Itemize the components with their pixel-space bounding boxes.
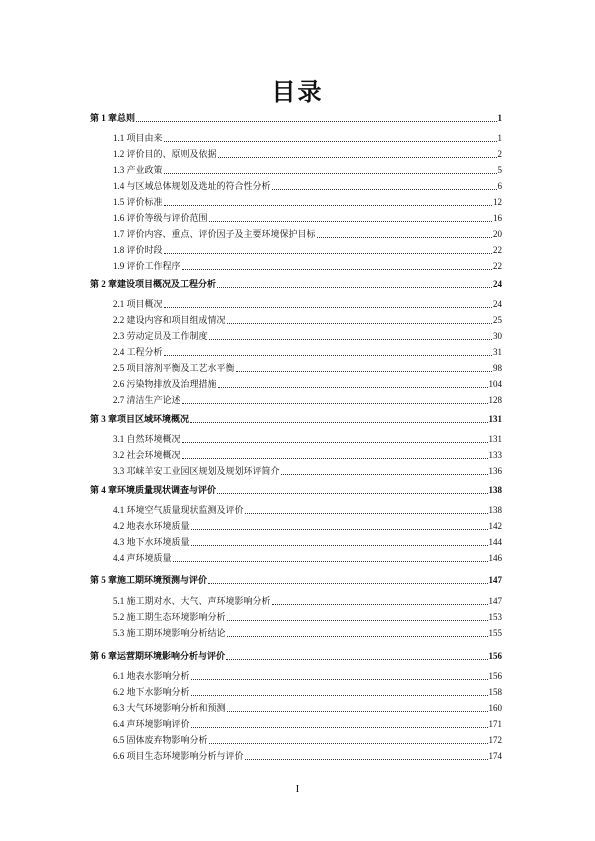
toc-entry-page-number: 128 [488, 395, 502, 405]
toc-entry-label: 第 3 章项目区域环境概况 [90, 414, 190, 424]
toc-entry-page-number: 174 [488, 751, 502, 761]
toc-entry-label: 4.4 声环境质量 [113, 553, 172, 563]
toc-entry-page-number: 20 [493, 229, 502, 239]
toc-entry-label: 6.6 项目生态环境影响分析与评价 [113, 751, 244, 761]
toc-entry-page-number: 31 [493, 347, 502, 357]
toc-entry-page-number: 142 [488, 521, 502, 531]
dot-leader [182, 458, 488, 459]
toc-section-entry[interactable] [113, 687, 502, 698]
toc-entry-label: 1.9 评价工作程序 [113, 261, 181, 271]
toc-entry-label: 2.2 建设内容和项目组成情况 [113, 315, 226, 325]
toc-chapter-entry[interactable] [90, 485, 502, 496]
toc-section-entry[interactable] [113, 537, 502, 548]
dot-leader [272, 189, 497, 190]
toc-entry-label: 6.5 固体废弃物影响分析 [113, 735, 208, 745]
dot-leader [208, 583, 487, 584]
toc-entry-page-number: 133 [488, 450, 502, 460]
dot-leader [226, 659, 487, 660]
toc-section-entry[interactable] [113, 671, 502, 682]
toc-entry-page-number: 158 [488, 687, 502, 697]
toc-section-entry[interactable] [113, 165, 502, 176]
dot-leader [191, 679, 488, 680]
toc-section-entry[interactable] [113, 299, 502, 310]
dot-leader [182, 403, 488, 404]
toc-entry-label: 6.1 地表水影响分析 [113, 671, 190, 681]
toc-section-entry[interactable] [113, 703, 502, 714]
toc-entry-label: 第 2 章建设项目概况及工程分析 [90, 279, 217, 289]
toc-entry-label: 3.2 社会环境概况 [113, 450, 181, 460]
toc-section-entry[interactable] [113, 395, 502, 406]
toc-chapter-entry[interactable] [90, 279, 502, 290]
toc-section-entry[interactable] [113, 553, 502, 564]
toc-entry-page-number: 1 [497, 133, 502, 143]
toc-chapter-entry[interactable] [90, 113, 502, 124]
toc-entry-label: 2.4 工程分析 [113, 347, 163, 357]
toc-entry-label: 2.5 项目溶剂平衡及工艺水平衡 [113, 363, 235, 373]
toc-entry-label: 6.2 地下水影响分析 [113, 687, 190, 697]
toc-entry-page-number: 6 [497, 181, 502, 191]
toc-section-entry[interactable] [113, 213, 502, 224]
toc-section-entry[interactable] [113, 450, 502, 461]
dot-leader [245, 513, 488, 514]
toc-section-entry[interactable] [113, 434, 502, 445]
toc-entry-page-number: 147 [488, 596, 502, 606]
dot-leader [164, 355, 492, 356]
dot-leader [136, 121, 496, 122]
dot-leader [245, 759, 488, 760]
toc-section-entry[interactable] [113, 229, 502, 240]
toc-entry-label: 第 6 章运营期环境影响分析与评价 [90, 651, 226, 661]
toc-entry-label: 5.2 施工期生态环境影响分析 [113, 612, 226, 622]
dot-leader [182, 269, 492, 270]
toc-section-entry[interactable] [113, 735, 502, 746]
toc-entry-label: 2.7 清洁生产论述 [113, 395, 181, 405]
dot-leader [317, 237, 492, 238]
toc-entry-page-number: 2 [497, 149, 502, 159]
toc-entry-label: 1.6 评价等级与评价范围 [113, 213, 208, 223]
dot-leader [217, 287, 492, 288]
toc-entry-label: 2.6 污染物排放及治理措施 [113, 379, 217, 389]
dot-leader [227, 620, 488, 621]
toc-entry-label: 5.1 施工期对水、大气、声环境影响分析 [113, 596, 271, 606]
toc-entry-page-number: 156 [488, 651, 502, 661]
toc-entry-page-number: 160 [488, 703, 502, 713]
toc-entry-page-number: 153 [488, 612, 502, 622]
dot-leader [164, 173, 497, 174]
toc-entry-page-number: 131 [488, 434, 502, 444]
toc-entry-page-number: 24 [493, 279, 502, 289]
dot-leader [164, 141, 497, 142]
toc-section-entry[interactable] [113, 521, 502, 532]
toc-entry-label: 1.4 与区域总体规划及选址的符合性分析 [113, 181, 271, 191]
toc-entry-label: 4.1 环境空气质量现状监测及评价 [113, 505, 244, 515]
dot-leader [217, 493, 487, 494]
toc-entry-page-number: 138 [488, 485, 502, 495]
toc-section-entry[interactable] [113, 181, 502, 192]
dot-leader [227, 711, 488, 712]
toc-section-entry[interactable] [113, 363, 502, 374]
toc-section-entry[interactable] [113, 379, 502, 390]
dot-leader [191, 545, 488, 546]
toc-section-entry[interactable] [113, 347, 502, 358]
toc-section-entry[interactable] [113, 505, 502, 516]
toc-entry-page-number: 146 [488, 553, 502, 563]
dot-leader [209, 339, 492, 340]
toc-entry-page-number: 138 [488, 505, 502, 515]
toc-entry-page-number: 25 [493, 315, 502, 325]
toc-entry-page-number: 30 [493, 331, 502, 341]
toc-entry-page-number: 136 [488, 466, 502, 476]
dot-leader [164, 307, 492, 308]
toc-entry-label: 2.1 项目概况 [113, 299, 163, 309]
toc-entry-page-number: 147 [488, 575, 502, 585]
toc-entry-label: 3.3 邛崃羊安工业园区规划及规划环评简介 [113, 466, 280, 476]
dot-leader [281, 474, 488, 475]
toc-entry-page-number: 1 [497, 113, 502, 123]
toc-entry-page-number: 144 [488, 537, 502, 547]
dot-leader [182, 442, 488, 443]
dot-leader [191, 695, 488, 696]
dot-leader [227, 323, 492, 324]
toc-entry-label: 1.1 项目由来 [113, 133, 163, 143]
toc-entry-label: 2.3 劳动定员及工作制度 [113, 331, 208, 341]
dot-leader [173, 561, 488, 562]
dot-leader [191, 727, 488, 728]
dot-leader [164, 253, 492, 254]
toc-entry-page-number: 172 [488, 735, 502, 745]
toc-entry-label: 1.7 评价内容、重点、评价因子及主要环境保护目标 [113, 229, 316, 239]
toc-entry-label: 第 4 章环境质量现状调查与评价 [90, 485, 217, 495]
toc-entry-label: 1.5 评价标准 [113, 197, 163, 207]
dot-leader [218, 157, 497, 158]
toc-entry-page-number: 156 [488, 671, 502, 681]
dot-leader [227, 636, 488, 637]
toc-entry-label: 5.3 施工期环境影响分析结论 [113, 628, 226, 638]
toc-section-entry[interactable] [113, 466, 502, 477]
toc-entry-label: 第 5 章施工期环境预测与评价 [90, 575, 208, 585]
toc-entry-label: 6.4 声环境影响评价 [113, 719, 190, 729]
toc-entry-page-number: 22 [493, 261, 502, 271]
toc-entry-label: 6.3 大气环境影响分析和预测 [113, 703, 226, 713]
toc-section-entry[interactable] [113, 751, 502, 762]
toc-entry-page-number: 16 [493, 213, 502, 223]
toc-entry-page-number: 98 [493, 363, 502, 373]
toc-section-entry[interactable] [113, 596, 502, 607]
toc-entry-page-number: 12 [493, 197, 502, 207]
toc-chapter-entry[interactable] [90, 414, 502, 425]
toc-section-entry[interactable] [113, 197, 502, 208]
dot-leader [209, 743, 488, 744]
toc-entry-page-number: 155 [488, 628, 502, 638]
toc-section-entry[interactable] [113, 149, 502, 160]
toc-entry-label: 1.8 评价时段 [113, 245, 163, 255]
toc-entry-page-number: 24 [493, 299, 502, 309]
page-title: 目录 [271, 80, 324, 106]
toc-entry-label: 1.2 评价目的、原则及依据 [113, 149, 217, 159]
dot-leader [209, 221, 492, 222]
toc-entry-label: 4.3 地下水环境质量 [113, 537, 190, 547]
dot-leader [218, 387, 488, 388]
dot-leader [190, 422, 487, 423]
dot-leader [236, 371, 492, 372]
toc-section-entry[interactable] [113, 612, 502, 623]
toc-section-entry[interactable] [113, 133, 502, 144]
page-number: I [295, 783, 300, 795]
toc-section-entry[interactable] [113, 315, 502, 326]
dot-leader [272, 604, 488, 605]
toc-entry-page-number: 5 [497, 165, 502, 175]
toc-section-entry[interactable] [113, 245, 502, 256]
toc-section-entry[interactable] [113, 719, 502, 730]
toc-entry-page-number: 104 [488, 379, 502, 389]
toc-entry-label: 4.2 地表水环境质量 [113, 521, 190, 531]
dot-leader [191, 529, 488, 530]
toc-entry-page-number: 131 [488, 414, 502, 424]
toc-entry-label: 第 1 章总则 [90, 113, 136, 123]
toc-section-entry[interactable] [113, 628, 502, 639]
toc-entry-page-number: 171 [488, 719, 502, 729]
toc-section-entry[interactable] [113, 261, 502, 272]
toc-entry-page-number: 22 [493, 245, 502, 255]
toc-chapter-entry[interactable] [90, 651, 502, 662]
toc-chapter-entry[interactable] [90, 575, 502, 586]
dot-leader [164, 205, 492, 206]
toc-section-entry[interactable] [113, 331, 502, 342]
toc-entry-label: 1.3 产业政策 [113, 165, 163, 175]
toc-entry-label: 3.1 自然环境概况 [113, 434, 181, 444]
